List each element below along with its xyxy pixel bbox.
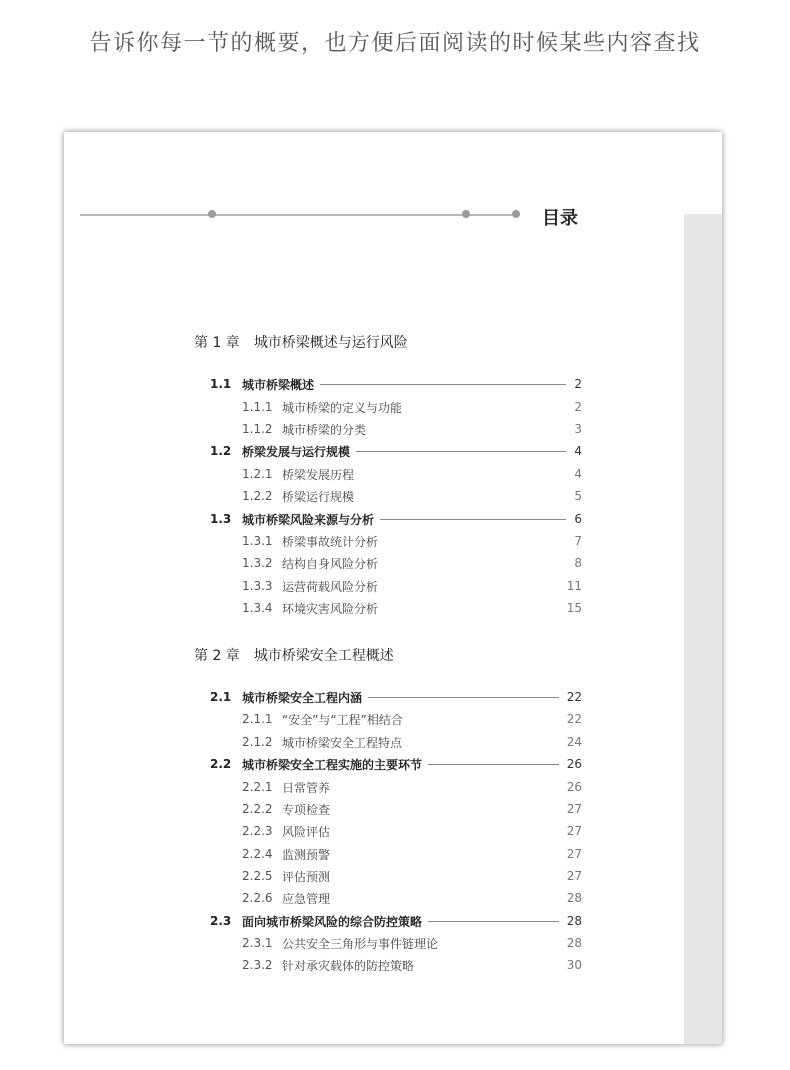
toc-subsection[interactable] (242, 867, 582, 885)
entry-title: 桥梁发展与运行规模 (242, 444, 351, 459)
entry-title: 监测预警 (282, 847, 331, 862)
entry-page-number: 4 (574, 467, 582, 481)
entry-page-number: 6 (574, 512, 582, 526)
toc-section[interactable] (210, 688, 582, 706)
entry-title: “安全”与“工程”相结合 (282, 712, 403, 727)
toc-subsection[interactable] (242, 465, 582, 483)
entry-page-number: 27 (566, 802, 582, 816)
entry-title: 环境灾害风险分析 (282, 601, 379, 616)
entry-page-number: 11 (566, 579, 582, 593)
entry-number: 1.2.2 (242, 489, 273, 503)
toc-subsection[interactable] (242, 845, 582, 863)
entry-title: 评估预测 (282, 869, 331, 884)
toc-subsection[interactable] (242, 554, 582, 572)
entry-number: 1.1.1 (242, 400, 273, 414)
entry-page-number: 8 (574, 556, 582, 570)
entry-number: 1.2.1 (242, 467, 273, 481)
toc-subsection[interactable] (242, 889, 582, 907)
entry-number: 2.1.1 (242, 712, 273, 726)
entry-page-number: 7 (574, 534, 582, 548)
toc-subsection[interactable] (242, 532, 582, 550)
entry-title: 应急管理 (282, 891, 331, 906)
toc-title: 目录 (542, 208, 578, 229)
entry-title: 日常管养 (282, 780, 331, 795)
entry-number: 2.1.2 (242, 735, 273, 749)
entry-page-number: 2 (574, 377, 582, 391)
chapter-heading[interactable]: 第 2 章 城市桥梁安全工程概述 (194, 648, 394, 664)
toc-subsection[interactable] (242, 934, 582, 952)
entry-title: 城市桥梁安全工程实施的主要环节 (242, 757, 423, 772)
entry-page-number: 22 (566, 690, 582, 704)
entry-number: 2.2.1 (242, 780, 273, 794)
entry-page-number: 24 (566, 735, 582, 749)
page-side-bar (684, 214, 722, 1044)
toc-subsection[interactable] (242, 822, 582, 840)
entry-page-number: 26 (566, 757, 582, 771)
chapter-heading[interactable]: 第 1 章 城市桥梁概述与运行风险 (194, 335, 408, 351)
entry-number: 2.3.2 (242, 958, 273, 972)
dot-leader (380, 519, 566, 520)
entry-page-number: 27 (566, 869, 582, 883)
page-caption: 告诉你每一节的概要，也方便后面阅读的时候某些内容查找 (89, 31, 701, 56)
entry-number: 2.2.2 (242, 802, 273, 816)
entry-title: 城市桥梁的分类 (282, 422, 367, 437)
entry-number: 1.1.2 (242, 422, 273, 436)
entry-title: 城市桥梁风险来源与分析 (242, 512, 375, 527)
entry-page-number: 28 (566, 891, 582, 905)
entry-number: 2.2 (210, 757, 232, 771)
rule-dot (512, 210, 520, 218)
toc-subsection[interactable] (242, 599, 582, 617)
entry-number: 2.3.1 (242, 936, 273, 950)
toc-subsection[interactable] (242, 733, 582, 751)
dot-leader (428, 921, 559, 922)
dot-leader (356, 451, 566, 452)
entry-page-number: 2 (574, 400, 582, 414)
entry-number: 1.3.2 (242, 556, 273, 570)
entry-title: 桥梁运行规模 (282, 489, 355, 504)
toc-subsection[interactable] (242, 398, 582, 416)
toc-subsection[interactable] (242, 800, 582, 818)
entry-title: 城市桥梁安全工程特点 (282, 735, 403, 750)
entry-page-number: 28 (566, 914, 582, 928)
entry-page-number: 28 (566, 936, 582, 950)
entry-number: 2.3 (210, 914, 232, 928)
dot-leader (368, 697, 559, 698)
entry-title: 城市桥梁安全工程内涵 (242, 690, 363, 705)
toc-section[interactable] (210, 755, 582, 773)
entry-number: 1.3.1 (242, 534, 273, 548)
entry-title: 运营荷载风险分析 (282, 579, 379, 594)
entry-page-number: 3 (574, 422, 582, 436)
dot-leader (320, 384, 566, 385)
entry-title: 面向城市桥梁风险的综合防控策略 (242, 914, 423, 929)
entry-title: 城市桥梁概述 (242, 377, 315, 392)
entry-number: 2.2.3 (242, 824, 273, 838)
rule-dot (208, 210, 216, 218)
entry-number: 2.2.4 (242, 847, 273, 861)
entry-page-number: 27 (566, 847, 582, 861)
toc-subsection[interactable] (242, 710, 582, 728)
toc-section[interactable] (210, 375, 582, 393)
entry-title: 桥梁发展历程 (282, 467, 355, 482)
entry-number: 2.2.6 (242, 891, 273, 905)
dot-leader (428, 764, 559, 765)
toc-subsection[interactable] (242, 487, 582, 505)
book-page (64, 132, 722, 1044)
entry-number: 1.3 (210, 512, 232, 526)
toc-subsection[interactable] (242, 778, 582, 796)
entry-page-number: 27 (566, 824, 582, 838)
entry-title: 针对承灾载体的防控策略 (282, 958, 415, 973)
entry-page-number: 15 (566, 601, 582, 615)
toc-subsection[interactable] (242, 420, 582, 438)
entry-title: 风险评估 (282, 824, 331, 839)
entry-number: 1.3.3 (242, 579, 273, 593)
toc-subsection[interactable] (242, 956, 582, 974)
entry-title: 城市桥梁的定义与功能 (282, 400, 403, 415)
entry-title: 结构自身风险分析 (282, 556, 379, 571)
entry-number: 1.2 (210, 444, 232, 458)
entry-page-number: 22 (566, 712, 582, 726)
toc-subsection[interactable] (242, 577, 582, 595)
entry-title: 专项检查 (282, 802, 331, 817)
entry-title: 桥梁事故统计分析 (282, 534, 379, 549)
entry-number: 1.1 (210, 377, 232, 391)
entry-number: 2.2.5 (242, 869, 273, 883)
entry-page-number: 4 (574, 444, 582, 458)
toc-section[interactable] (210, 510, 582, 528)
toc-section[interactable] (210, 442, 582, 460)
entry-page-number: 26 (566, 780, 582, 794)
rule-dot (462, 210, 470, 218)
entry-number: 2.1 (210, 690, 232, 704)
entry-page-number: 5 (574, 489, 582, 503)
entry-title: 公共安全三角形与事件链理论 (282, 936, 439, 951)
entry-page-number: 30 (566, 958, 582, 972)
title-rule (80, 214, 512, 216)
entry-number: 1.3.4 (242, 601, 273, 615)
toc-section[interactable] (210, 912, 582, 930)
